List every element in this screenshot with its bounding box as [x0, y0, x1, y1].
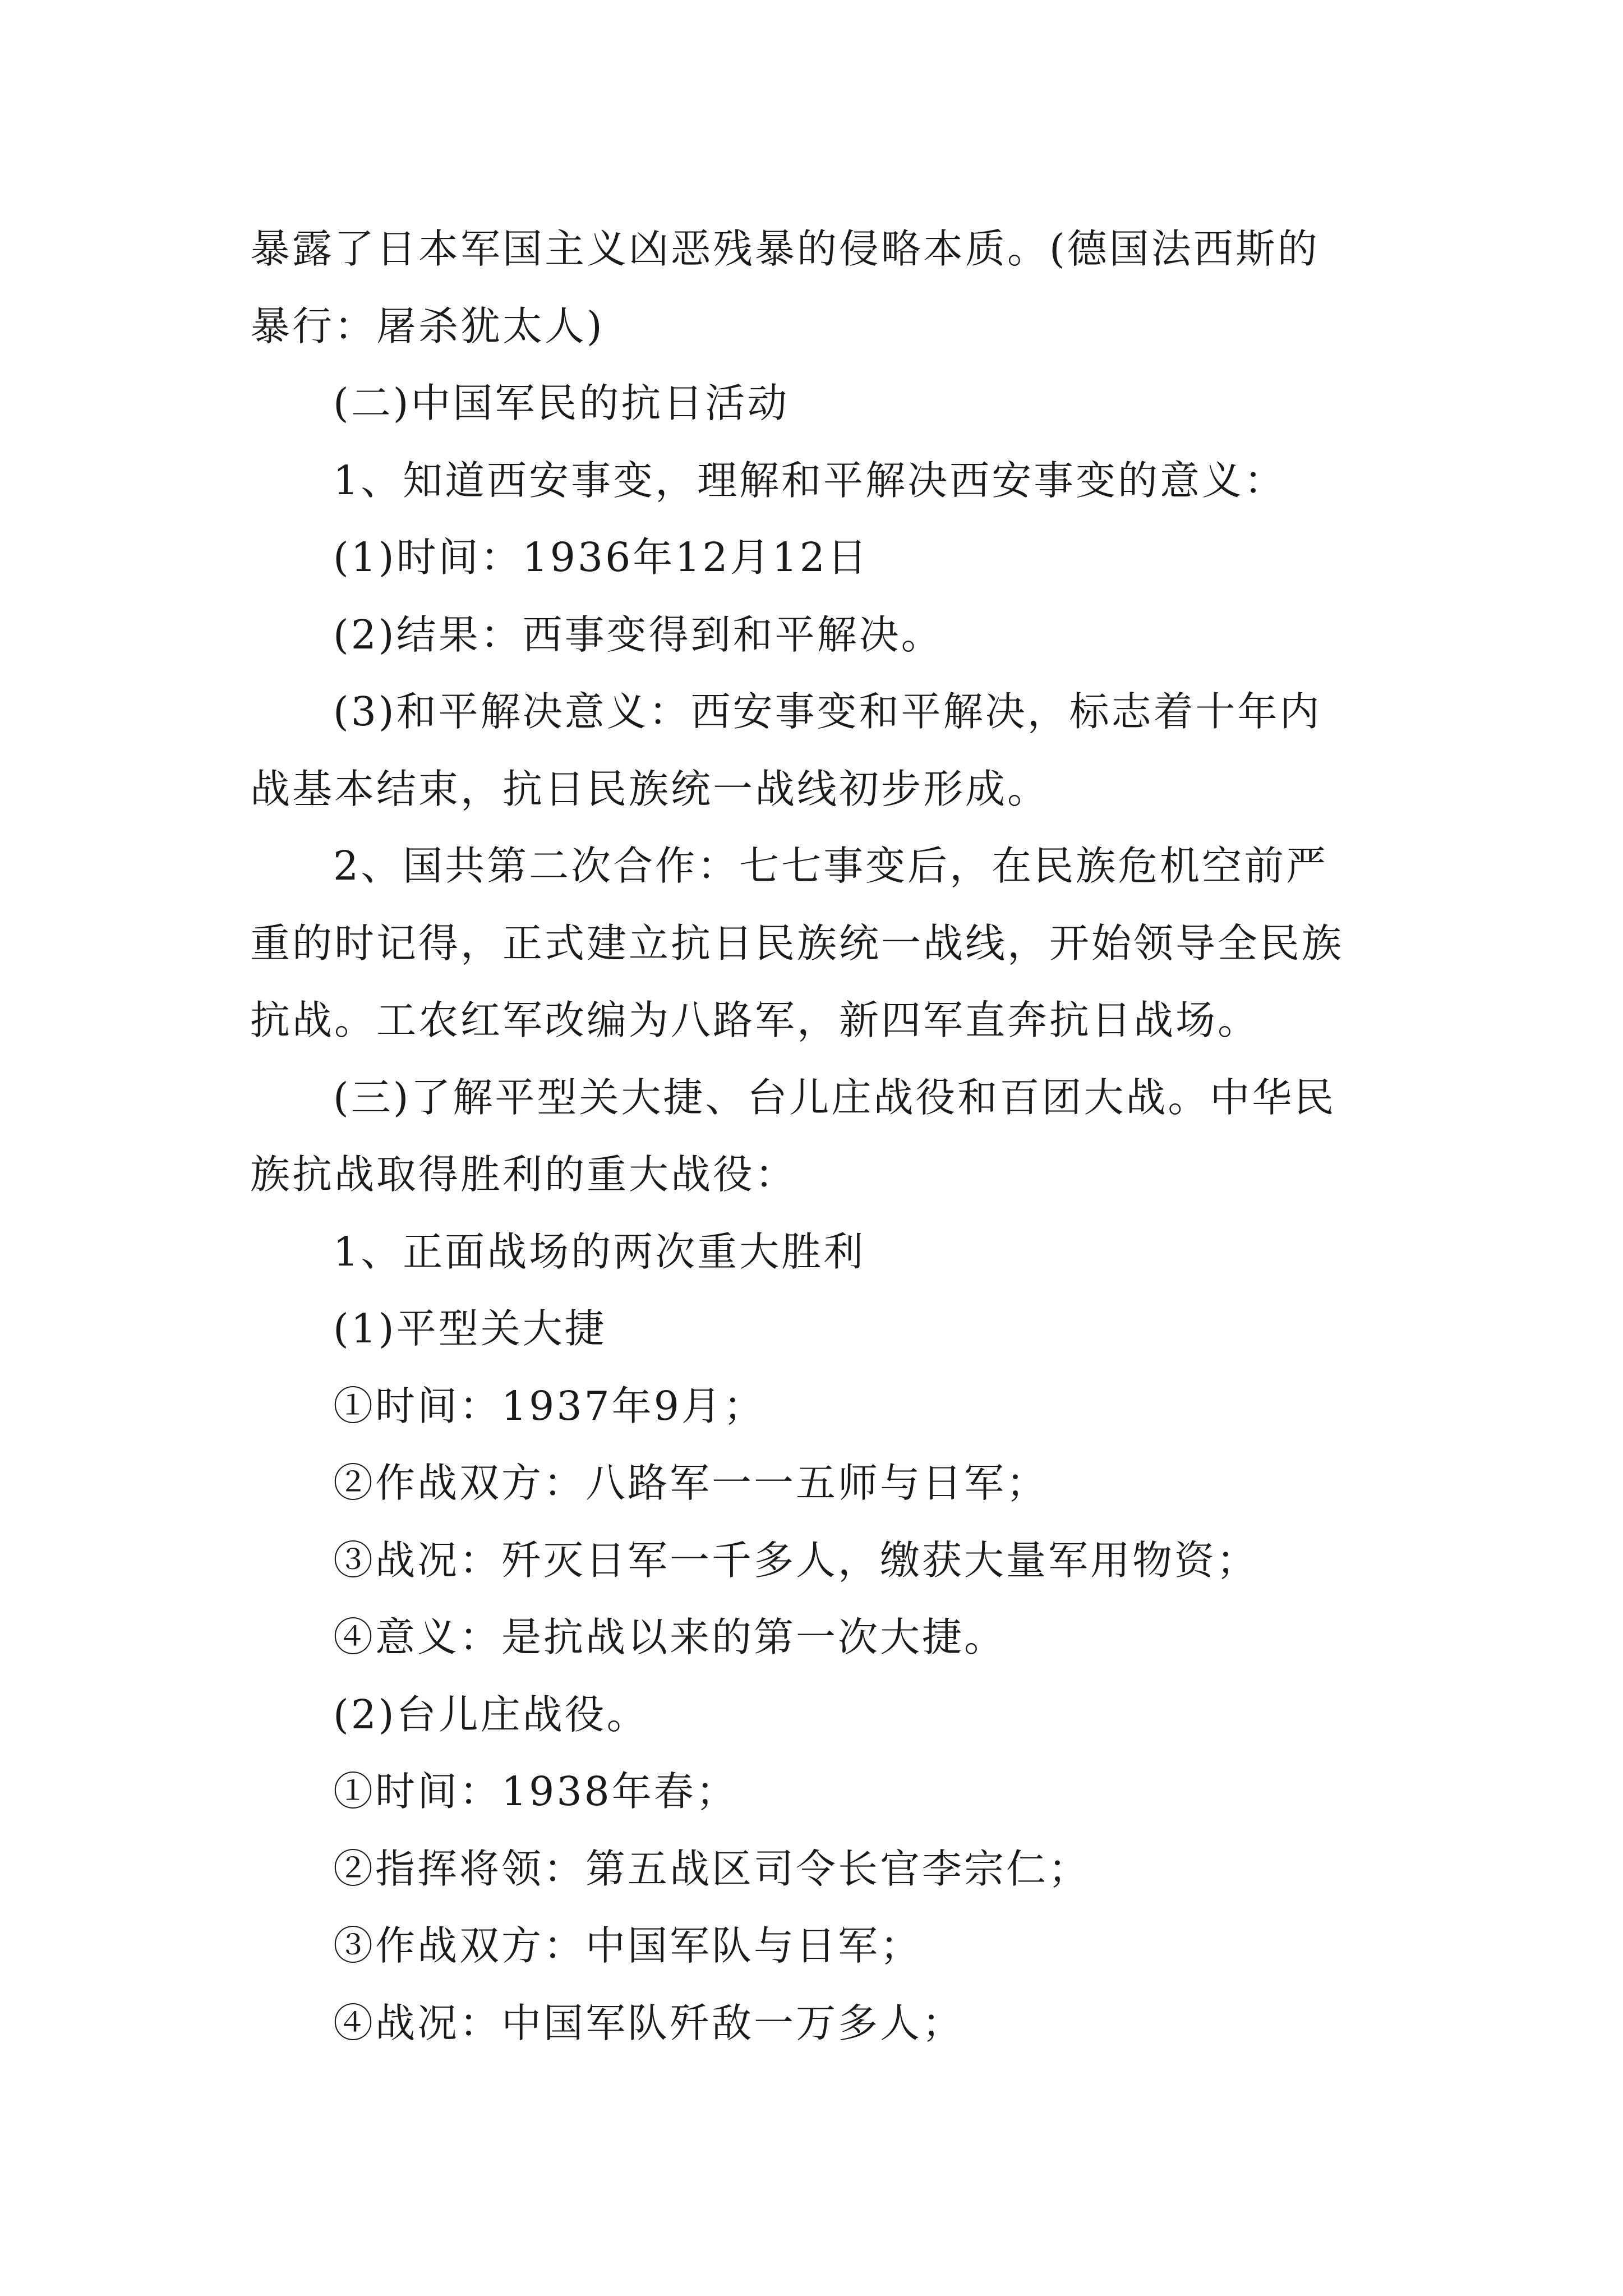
text-line: (2)结果：西事变得到和平解决。 [333, 611, 943, 658]
text-line: 1、正面战场的两次重大胜利 [333, 1228, 866, 1275]
list-item: ①时间：1937年9月； [333, 1382, 766, 1429]
section-heading: (二)中国军民的抗日活动 [333, 380, 790, 426]
text-line: (1)时间：1936年12月12日 [333, 534, 869, 581]
list-item: ②作战双方：八路军一一五师与日军； [333, 1460, 1049, 1506]
text-line: 1、知道西安事变，理解和平解决西安事变的意义： [333, 457, 1287, 504]
text-line: 战基本结束，抗日民族统一战线初步形成。 [250, 765, 1050, 812]
section-heading: (三)了解平型关大捷、台儿庄战役和百团大战。中华民 [333, 1074, 1336, 1121]
text-line: (2)台儿庄战役。 [333, 1691, 649, 1738]
text-line: 2、国共第二次合作：七七事变后，在民族危机空前严 [333, 843, 1329, 889]
text-line: 暴露了日本军国主义凶恶残暴的侵略本质。(德国法西斯的 [250, 226, 1320, 272]
text-line: 抗战。工农红军改编为八路军，新四军直奔抗日战场。 [250, 997, 1260, 1043]
list-item: ④战况：中国军队歼敌一万多人； [333, 1999, 965, 2046]
text-line: (3)和平解决意义：西安事变和平解决，标志着十年内 [333, 688, 1322, 735]
list-item: ③战况：歼灭日军一千多人，缴获大量军用物资； [333, 1536, 1259, 1584]
text-line: 暴行：屠杀犹太人) [250, 302, 605, 349]
list-item: ②指挥将领：第五战区司令长官李宗仁； [333, 1845, 1091, 1892]
text-line: 重的时记得，正式建立抗日民族统一战线，开始领导全民族 [250, 919, 1344, 967]
list-item: ①时间：1938年春； [333, 1768, 738, 1815]
list-item: ③作战双方：中国军队与日军； [333, 1922, 923, 1969]
text-line: 族抗战取得胜利的重大战役： [250, 1151, 797, 1198]
text-line: (1)平型关大捷 [333, 1305, 607, 1352]
list-item: ④意义：是抗战以来的第一次大捷。 [333, 1614, 1007, 1660]
document-body [250, 210, 1389, 2062]
